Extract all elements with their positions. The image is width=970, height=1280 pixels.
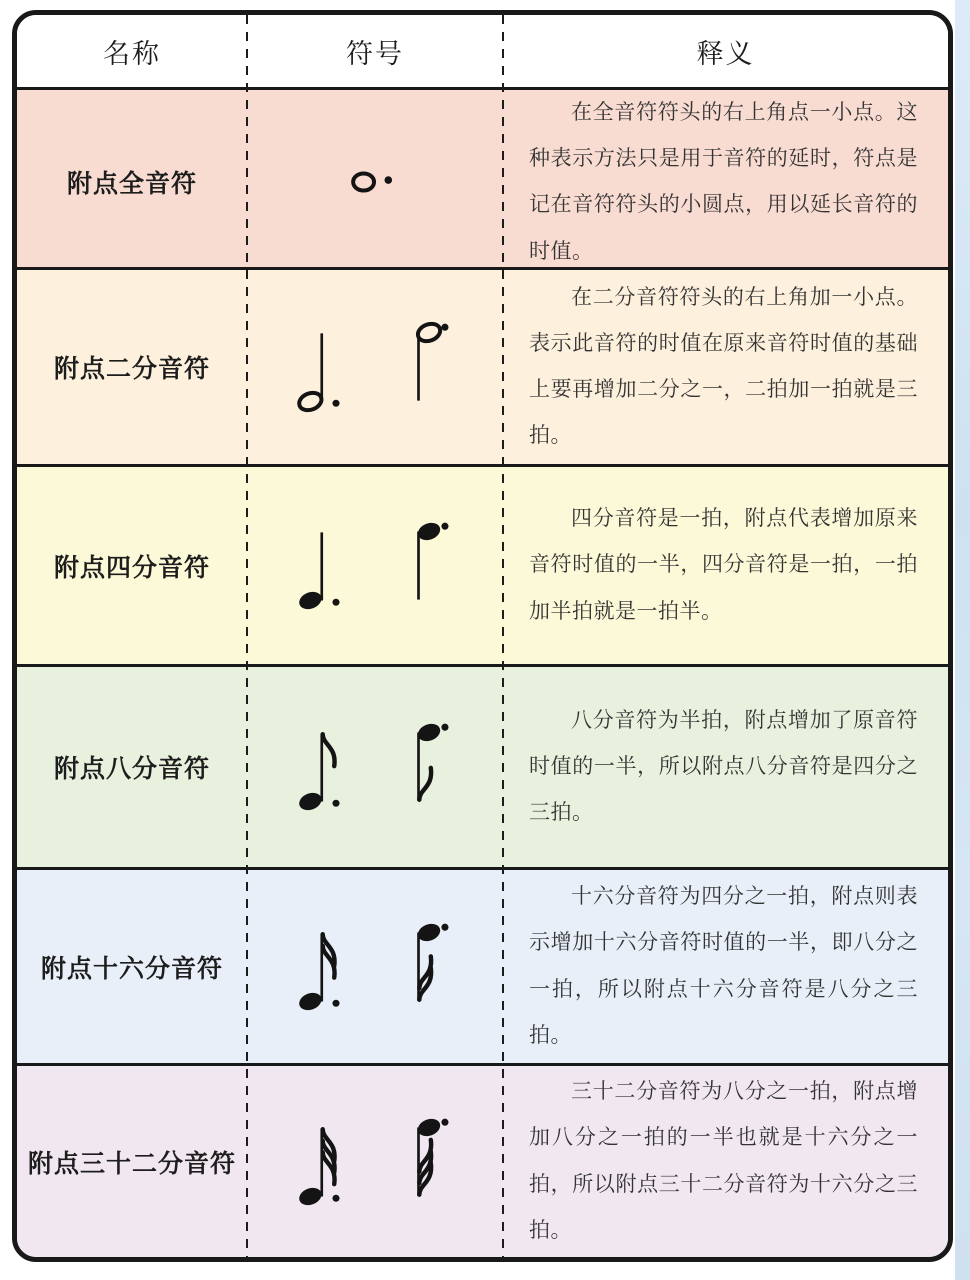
definition-text: 在全音符符头的右上角点一小点。这种表示方法只是用于音符的延时，符点是记在音符符头的小圆点，用以延长音符的时值。 — [529, 101, 918, 263]
dotted-sixteenth-note-stem-up — [296, 921, 353, 1013]
table-row — [17, 267, 948, 464]
definition-text: 在二分音符符头的右上角加一小点。表示此音符的时值在原来音符时值的基础上要再增加二分之一，二拍加一拍就是三拍。 — [529, 285, 918, 448]
symbol-cell — [247, 270, 503, 464]
symbol-cell — [247, 90, 503, 275]
table-row — [17, 664, 948, 867]
dotted-half-note-stem-down — [397, 321, 454, 413]
dotted-sixteenth-note-stem-down — [397, 921, 454, 1013]
table-row — [17, 87, 948, 267]
definition-text: 四分音符是一拍，附点代表增加原来音符时值的一半，四分音符是一拍，一拍加半拍就是一拍半。 — [529, 507, 918, 623]
definition-text: 八分音符为半拍，附点增加了原音符时值的一半，所以附点八分音符是四分之三拍。 — [529, 708, 918, 825]
symbol-cell — [247, 870, 503, 1063]
definition-cell — [503, 1066, 948, 1257]
dotted-thirty-second-note-stem-up — [296, 1116, 353, 1208]
dotted-eighth-note-stem-up — [296, 721, 353, 813]
dotted-notes-table — [12, 10, 953, 1262]
note-name: 附点十六分音符 — [40, 954, 223, 983]
definition-cell — [503, 270, 948, 464]
header-meaning: 释义 — [696, 38, 755, 69]
symbol-cell — [247, 667, 503, 867]
note-name: 附点八分音符 — [53, 755, 210, 783]
header-name: 名称 — [103, 38, 161, 69]
dotted-eighth-note-stem-down — [397, 721, 454, 813]
note-name: 附点全音符 — [66, 170, 197, 199]
definition-text: 三十二分音符为八分之一拍，附点增加八分之一拍的一半也就是十六分之一拍，所以附点三十二分音符为十六分之三拍。 — [529, 1080, 918, 1242]
dotted-half-note-stem-up — [296, 321, 353, 413]
background-edge-strip — [955, 0, 970, 1280]
table-row — [17, 464, 948, 664]
dotted-quarter-note-stem-up — [296, 520, 353, 612]
dotted-thirty-second-note-stem-down — [397, 1116, 454, 1208]
note-name: 附点四分音符 — [53, 553, 210, 582]
header-symbol: 符号 — [346, 38, 404, 69]
table-row — [17, 867, 948, 1063]
note-name: 附点二分音符 — [53, 355, 210, 383]
definition-cell — [503, 667, 948, 867]
definition-cell — [503, 467, 948, 664]
table-row — [17, 1063, 948, 1257]
symbol-cell — [247, 467, 503, 664]
definition-cell — [503, 90, 948, 275]
note-name: 附点三十二分音符 — [27, 1149, 236, 1178]
table-header-row — [17, 15, 948, 87]
definition-cell — [503, 870, 948, 1063]
dotted-quarter-note-stem-down — [397, 520, 454, 612]
definition-text: 十六分音符为四分之一拍，附点则表示增加十六分音符时值的一半，即八分之一拍，所以附点十六分音符是八分之三拍。 — [529, 885, 918, 1047]
symbol-cell — [247, 1066, 503, 1257]
dotted-whole-note — [346, 163, 404, 201]
